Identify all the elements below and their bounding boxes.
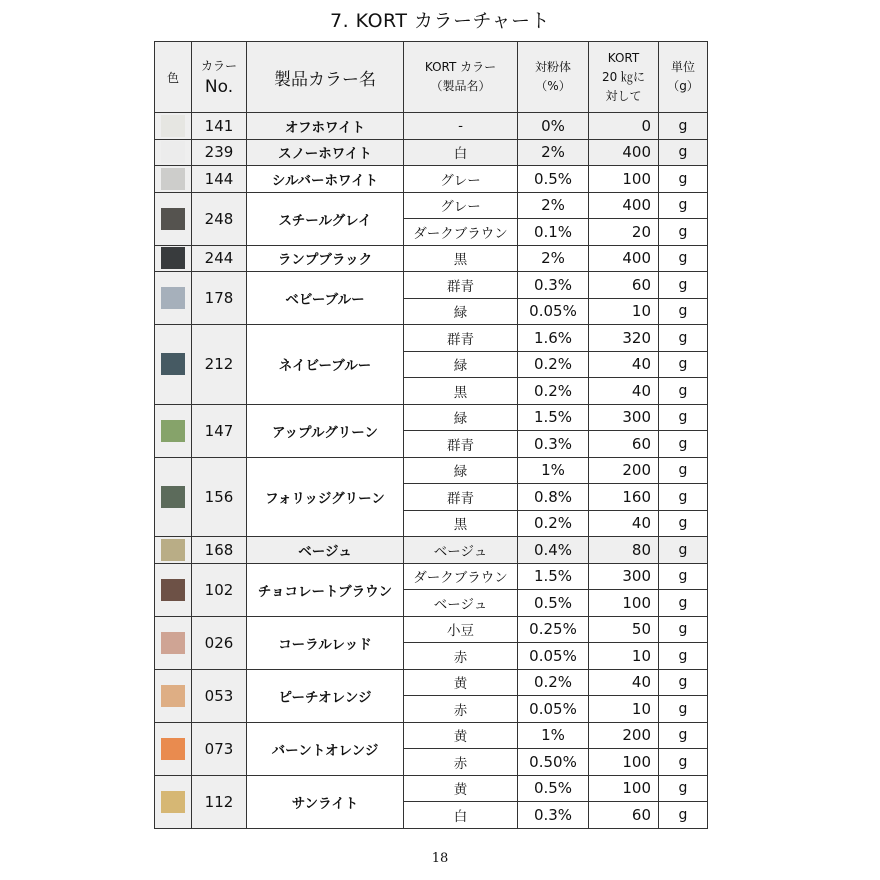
kort-color: 白 xyxy=(404,802,518,829)
ratio-percent: 1.5% xyxy=(518,563,589,590)
unit: g xyxy=(659,510,708,537)
color-swatch-cell xyxy=(155,166,192,193)
color-swatch xyxy=(161,738,185,760)
unit: g xyxy=(659,563,708,590)
color-swatch xyxy=(161,287,185,309)
table-row xyxy=(155,537,708,564)
unit: g xyxy=(659,298,708,325)
header-ratio: 対粉体 （%） xyxy=(518,42,589,113)
color-swatch xyxy=(161,632,185,654)
amount-per-20kg: 60 xyxy=(589,431,659,458)
color-number: 102 xyxy=(192,563,247,616)
unit: g xyxy=(659,272,708,299)
table-row xyxy=(155,563,708,590)
table-row xyxy=(155,325,708,352)
table-body xyxy=(155,113,708,829)
product-color-name: バーントオレンジ xyxy=(247,722,404,775)
table-row xyxy=(155,245,708,272)
ratio-percent: 2% xyxy=(518,192,589,219)
kort-color: グレー xyxy=(404,166,518,193)
ratio-percent: 1.6% xyxy=(518,325,589,352)
unit: g xyxy=(659,457,708,484)
kort-color: 黄 xyxy=(404,775,518,802)
kort-color: 群青 xyxy=(404,272,518,299)
color-number: 147 xyxy=(192,404,247,457)
product-color-name: スチールグレイ xyxy=(247,192,404,245)
kort-color: 緑 xyxy=(404,351,518,378)
color-swatch-cell xyxy=(155,404,192,457)
amount-per-20kg: 80 xyxy=(589,537,659,564)
unit: g xyxy=(659,166,708,193)
amount-per-20kg: 20 xyxy=(589,219,659,246)
amount-per-20kg: 200 xyxy=(589,457,659,484)
amount-per-20kg: 320 xyxy=(589,325,659,352)
unit: g xyxy=(659,113,708,140)
unit: g xyxy=(659,404,708,431)
amount-per-20kg: 300 xyxy=(589,563,659,590)
kort-color: 黒 xyxy=(404,245,518,272)
ratio-percent: 0.2% xyxy=(518,351,589,378)
color-swatch xyxy=(161,791,185,813)
unit: g xyxy=(659,775,708,802)
table-row xyxy=(155,113,708,140)
ratio-percent: 0.25% xyxy=(518,616,589,643)
color-swatch-cell xyxy=(155,457,192,537)
table-row xyxy=(155,722,708,749)
color-swatch-cell xyxy=(155,113,192,140)
kort-color: 緑 xyxy=(404,404,518,431)
color-number: 141 xyxy=(192,113,247,140)
table-row xyxy=(155,166,708,193)
page-title: 7. KORT カラーチャート xyxy=(330,10,550,32)
color-swatch xyxy=(161,539,185,561)
color-swatch-cell xyxy=(155,563,192,616)
color-number: 144 xyxy=(192,166,247,193)
ratio-percent: 0.2% xyxy=(518,510,589,537)
ratio-percent: 0.2% xyxy=(518,669,589,696)
unit: g xyxy=(659,802,708,829)
color-swatch xyxy=(161,208,185,230)
kort-color: 緑 xyxy=(404,298,518,325)
ratio-percent: 1% xyxy=(518,457,589,484)
unit: g xyxy=(659,722,708,749)
ratio-percent: 0.2% xyxy=(518,378,589,405)
header-amount: KORT 20 ㎏に 対して xyxy=(589,42,659,113)
table-row xyxy=(155,192,708,219)
ratio-percent: 0.1% xyxy=(518,219,589,246)
kort-color: グレー xyxy=(404,192,518,219)
color-number: 178 xyxy=(192,272,247,325)
kort-color: - xyxy=(404,113,518,140)
kort-color: 赤 xyxy=(404,749,518,776)
kort-color: 黄 xyxy=(404,669,518,696)
ratio-percent: 0.05% xyxy=(518,298,589,325)
color-swatch-cell xyxy=(155,722,192,775)
color-swatch-cell xyxy=(155,616,192,669)
unit: g xyxy=(659,378,708,405)
color-number: 026 xyxy=(192,616,247,669)
table-row xyxy=(155,775,708,802)
table-row xyxy=(155,457,708,484)
ratio-percent: 0.5% xyxy=(518,166,589,193)
kort-color: 群青 xyxy=(404,325,518,352)
kort-color: 黄 xyxy=(404,722,518,749)
unit: g xyxy=(659,669,708,696)
product-color-name: アップルグリーン xyxy=(247,404,404,457)
amount-per-20kg: 400 xyxy=(589,192,659,219)
product-color-name: ピーチオレンジ xyxy=(247,669,404,722)
product-color-name: チョコレートブラウン xyxy=(247,563,404,616)
ratio-percent: 0.3% xyxy=(518,802,589,829)
amount-per-20kg: 40 xyxy=(589,669,659,696)
ratio-percent: 0.05% xyxy=(518,643,589,670)
kort-color: 赤 xyxy=(404,643,518,670)
table-row xyxy=(155,404,708,431)
amount-per-20kg: 60 xyxy=(589,272,659,299)
color-swatch-cell xyxy=(155,325,192,405)
unit: g xyxy=(659,616,708,643)
table-row xyxy=(155,669,708,696)
amount-per-20kg: 100 xyxy=(589,590,659,617)
color-swatch xyxy=(161,353,185,375)
header-unit: 単位 （g） xyxy=(659,42,708,113)
unit: g xyxy=(659,484,708,511)
product-color-name: オフホワイト xyxy=(247,113,404,140)
unit: g xyxy=(659,431,708,458)
amount-per-20kg: 400 xyxy=(589,245,659,272)
unit: g xyxy=(659,351,708,378)
amount-per-20kg: 40 xyxy=(589,351,659,378)
amount-per-20kg: 40 xyxy=(589,378,659,405)
color-swatch-cell xyxy=(155,669,192,722)
color-swatch xyxy=(161,141,185,163)
color-swatch xyxy=(161,486,185,508)
amount-per-20kg: 10 xyxy=(589,298,659,325)
kort-color: 小豆 xyxy=(404,616,518,643)
amount-per-20kg: 200 xyxy=(589,722,659,749)
page-number: 18 xyxy=(431,851,449,866)
unit: g xyxy=(659,219,708,246)
product-color-name: ベビーブルー xyxy=(247,272,404,325)
unit: g xyxy=(659,245,708,272)
color-number: 212 xyxy=(192,325,247,405)
kort-color: 群青 xyxy=(404,484,518,511)
ratio-percent: 0.3% xyxy=(518,272,589,299)
amount-per-20kg: 10 xyxy=(589,643,659,670)
kort-color: ベージュ xyxy=(404,590,518,617)
ratio-percent: 2% xyxy=(518,245,589,272)
kort-color: 赤 xyxy=(404,696,518,723)
header-kort-color: KORT カラー （製品名） xyxy=(404,42,518,113)
color-swatch-cell xyxy=(155,537,192,564)
color-number: 156 xyxy=(192,457,247,537)
amount-per-20kg: 100 xyxy=(589,775,659,802)
kort-color: 緑 xyxy=(404,457,518,484)
color-swatch-cell xyxy=(155,192,192,245)
color-number: 168 xyxy=(192,537,247,564)
product-color-name: ベージュ xyxy=(247,537,404,564)
color-swatch xyxy=(161,420,185,442)
unit: g xyxy=(659,643,708,670)
color-swatch xyxy=(161,247,185,269)
product-color-name: ランプブラック xyxy=(247,245,404,272)
color-swatch xyxy=(161,168,185,190)
unit: g xyxy=(659,325,708,352)
ratio-percent: 2% xyxy=(518,139,589,166)
unit: g xyxy=(659,590,708,617)
kort-color: ダークブラウン xyxy=(404,563,518,590)
amount-per-20kg: 100 xyxy=(589,749,659,776)
unit: g xyxy=(659,749,708,776)
table-row xyxy=(155,272,708,299)
amount-per-20kg: 0 xyxy=(589,113,659,140)
ratio-percent: 0.5% xyxy=(518,775,589,802)
ratio-percent: 0.8% xyxy=(518,484,589,511)
ratio-percent: 1% xyxy=(518,722,589,749)
product-color-name: スノーホワイト xyxy=(247,139,404,166)
ratio-percent: 0.50% xyxy=(518,749,589,776)
ratio-percent: 1.5% xyxy=(518,404,589,431)
kort-color: 群青 xyxy=(404,431,518,458)
kort-color: ベージュ xyxy=(404,537,518,564)
color-number: 239 xyxy=(192,139,247,166)
ratio-percent: 0.3% xyxy=(518,431,589,458)
kort-color: 黒 xyxy=(404,378,518,405)
amount-per-20kg: 100 xyxy=(589,166,659,193)
ratio-percent: 0.4% xyxy=(518,537,589,564)
ratio-percent: 0.05% xyxy=(518,696,589,723)
kort-color: 白 xyxy=(404,139,518,166)
amount-per-20kg: 400 xyxy=(589,139,659,166)
amount-per-20kg: 160 xyxy=(589,484,659,511)
kort-color: 黒 xyxy=(404,510,518,537)
amount-per-20kg: 10 xyxy=(589,696,659,723)
header-color-no: カラー No. xyxy=(192,42,247,113)
color-number: 073 xyxy=(192,722,247,775)
unit: g xyxy=(659,537,708,564)
unit: g xyxy=(659,192,708,219)
kort-color: ダークブラウン xyxy=(404,219,518,246)
amount-per-20kg: 50 xyxy=(589,616,659,643)
header-product-name: 製品カラー名 xyxy=(247,42,404,113)
color-number: 053 xyxy=(192,669,247,722)
ratio-percent: 0.5% xyxy=(518,590,589,617)
amount-per-20kg: 300 xyxy=(589,404,659,431)
color-swatch xyxy=(161,579,185,601)
product-color-name: ネイビーブルー xyxy=(247,325,404,405)
ratio-percent: 0% xyxy=(518,113,589,140)
color-chart-table xyxy=(154,41,708,829)
color-swatch xyxy=(161,685,185,707)
color-swatch-cell xyxy=(155,245,192,272)
color-number: 248 xyxy=(192,192,247,245)
product-color-name: フォリッジグリーン xyxy=(247,457,404,537)
color-swatch-cell xyxy=(155,272,192,325)
unit: g xyxy=(659,696,708,723)
table-row xyxy=(155,616,708,643)
amount-per-20kg: 60 xyxy=(589,802,659,829)
color-number: 244 xyxy=(192,245,247,272)
table-row xyxy=(155,139,708,166)
color-swatch xyxy=(161,115,185,137)
color-swatch-cell xyxy=(155,139,192,166)
product-color-name: サンライト xyxy=(247,775,404,828)
product-color-name: コーラルレッド xyxy=(247,616,404,669)
header-color: 色 xyxy=(155,42,192,113)
header-row xyxy=(155,42,708,113)
color-swatch-cell xyxy=(155,775,192,828)
color-number: 112 xyxy=(192,775,247,828)
unit: g xyxy=(659,139,708,166)
amount-per-20kg: 40 xyxy=(589,510,659,537)
product-color-name: シルバーホワイト xyxy=(247,166,404,193)
